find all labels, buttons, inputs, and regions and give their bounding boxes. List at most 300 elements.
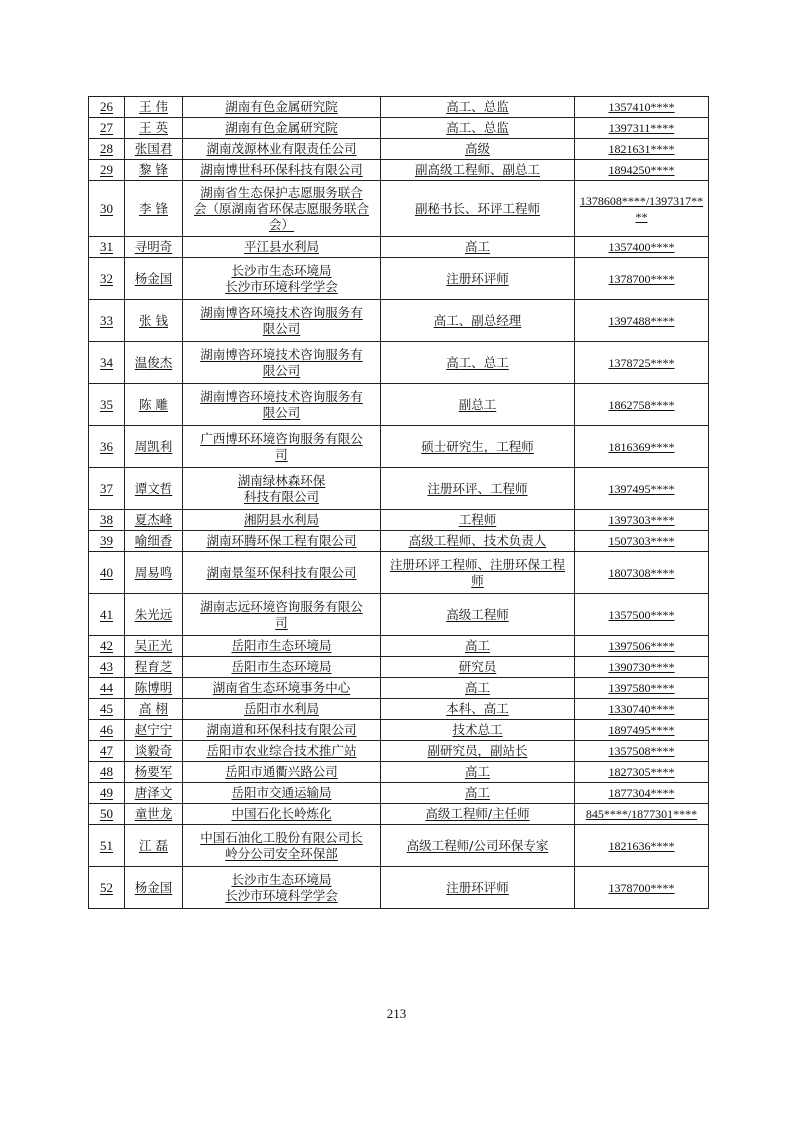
expert-title: 注册环评师: [446, 270, 509, 286]
row-number-cell: [89, 741, 125, 762]
expert-title-cell: [381, 342, 575, 384]
expert-organization-cell: [183, 531, 381, 552]
row-number: 44: [100, 680, 113, 695]
expert-name-cell: [125, 867, 183, 909]
row-number-cell: [89, 783, 125, 804]
table-row: [89, 552, 709, 594]
expert-name: 程育芝: [134, 659, 173, 674]
expert-organization-cell: [183, 552, 381, 594]
row-number-cell: [89, 825, 125, 867]
expert-organization-cell: [183, 741, 381, 762]
row-number: 46: [100, 722, 113, 737]
expert-phone: 1397506****: [608, 639, 675, 653]
expert-organization: 湘阴县水利局: [243, 512, 319, 527]
expert-phone-cell: [575, 384, 709, 426]
expert-phone-cell: [575, 160, 709, 181]
expert-name: 唐泽文: [134, 785, 173, 800]
expert-phone-cell: [575, 118, 709, 139]
expert-organization: 长沙市生态环境局 长沙市环境科学学会: [225, 262, 338, 294]
expert-title: 高级工程师/公司环保专家: [406, 837, 549, 853]
table-row: [89, 657, 709, 678]
expert-title: 高级工程师/主任师: [425, 806, 530, 821]
expert-name: 寻明奇: [134, 239, 173, 254]
expert-organization-cell: [183, 783, 381, 804]
expert-phone: 845****/1877301****: [585, 807, 698, 821]
expert-name: 陈 雕: [139, 396, 168, 412]
expert-title-cell: [381, 468, 575, 510]
expert-roster-table: [88, 96, 709, 909]
expert-title: 高级工程师、技术负责人: [408, 533, 547, 548]
expert-organization-cell: [183, 594, 381, 636]
table-row: [89, 384, 709, 426]
expert-organization-cell: [183, 825, 381, 867]
row-number-cell: [89, 804, 125, 825]
expert-title-cell: [381, 825, 575, 867]
expert-title: 副秘书长、环评工程师: [414, 200, 540, 216]
expert-name: 谭文哲: [134, 480, 173, 496]
expert-name-cell: [125, 342, 183, 384]
row-number-cell: [89, 657, 125, 678]
row-number-cell: [89, 237, 125, 258]
expert-name-cell: [125, 160, 183, 181]
row-number: 40: [100, 564, 113, 580]
row-number: 28: [100, 141, 113, 156]
expert-name-cell: [125, 741, 183, 762]
row-number: 42: [100, 638, 113, 653]
row-number-cell: [89, 636, 125, 657]
expert-title-cell: [381, 181, 575, 237]
expert-title-cell: [381, 384, 575, 426]
expert-title-cell: [381, 97, 575, 118]
expert-name: 周易鸣: [134, 564, 173, 580]
expert-title-cell: [381, 867, 575, 909]
expert-name: 高 栩: [139, 701, 168, 716]
row-number: 35: [100, 396, 113, 412]
expert-organization-cell: [183, 300, 381, 342]
expert-phone-cell: [575, 867, 709, 909]
table-row: [89, 181, 709, 237]
table-row: [89, 678, 709, 699]
expert-name-cell: [125, 594, 183, 636]
expert-phone-cell: [575, 804, 709, 825]
expert-organization-cell: [183, 426, 381, 468]
expert-organization: 中国石化长岭炼化: [231, 806, 332, 821]
table-row: [89, 118, 709, 139]
row-number-cell: [89, 531, 125, 552]
expert-title-cell: [381, 300, 575, 342]
expert-phone: 1397580****: [608, 681, 675, 695]
expert-title: 高工、副总经理: [433, 312, 522, 328]
expert-title-cell: [381, 118, 575, 139]
row-number: 39: [100, 533, 113, 548]
expert-organization: 岳阳市交通运输局: [231, 785, 332, 800]
expert-phone-cell: [575, 636, 709, 657]
roster-body: [89, 97, 709, 909]
row-number: 34: [100, 354, 113, 370]
row-number-cell: [89, 552, 125, 594]
expert-phone-cell: [575, 510, 709, 531]
row-number: 48: [100, 764, 113, 779]
expert-name: 陈博明: [134, 680, 173, 695]
row-number: 45: [100, 701, 113, 716]
table-row: [89, 300, 709, 342]
expert-title: 研究员: [458, 659, 497, 674]
expert-title: 高工: [464, 680, 490, 695]
table-row: [89, 699, 709, 720]
expert-phone: 1378700****: [608, 880, 675, 895]
row-number-cell: [89, 160, 125, 181]
expert-name: 喻细香: [134, 533, 173, 548]
expert-title: 高级: [464, 141, 490, 156]
expert-organization-cell: [183, 160, 381, 181]
expert-name: 赵宁宁: [134, 722, 173, 737]
expert-title-cell: [381, 552, 575, 594]
expert-name-cell: [125, 552, 183, 594]
expert-title-cell: [381, 720, 575, 741]
expert-name-cell: [125, 300, 183, 342]
expert-phone: 1390730****: [608, 660, 675, 674]
table-row: [89, 594, 709, 636]
expert-title: 高工、总监: [446, 120, 509, 135]
expert-organization: 湖南省生态环境事务中心: [212, 680, 351, 695]
expert-organization-cell: [183, 867, 381, 909]
expert-organization: 湖南环腾环保工程有限公司: [206, 533, 357, 548]
expert-title: 高工: [464, 764, 490, 779]
expert-organization: 湖南道和环保科技有限公司: [206, 722, 357, 737]
expert-organization: 湖南省生态保护志愿服务联合 会（原湖南省环保志愿服务联合 会）: [193, 184, 369, 232]
expert-organization-cell: [183, 181, 381, 237]
expert-phone-cell: [575, 300, 709, 342]
row-number-cell: [89, 139, 125, 160]
page-number: 213: [386, 1006, 407, 1021]
expert-phone: 1357400****: [608, 240, 675, 254]
expert-title: 副总工: [458, 396, 497, 412]
expert-title: 副高级工程师、副总工: [414, 162, 540, 177]
expert-organization-cell: [183, 699, 381, 720]
expert-name-cell: [125, 97, 183, 118]
expert-title-cell: [381, 804, 575, 825]
expert-phone: 1357508****: [608, 744, 675, 758]
expert-organization-cell: [183, 118, 381, 139]
expert-phone-cell: [575, 783, 709, 804]
expert-organization: 平江县水利局: [243, 239, 319, 254]
expert-name: 杨金国: [134, 270, 173, 286]
expert-title-cell: [381, 139, 575, 160]
table-row: [89, 342, 709, 384]
table-row: [89, 258, 709, 300]
expert-name-cell: [125, 139, 183, 160]
expert-name-cell: [125, 531, 183, 552]
expert-organization-cell: [183, 139, 381, 160]
expert-organization: 岳阳市通衢兴路公司: [225, 764, 338, 779]
expert-title: 注册环评师: [446, 879, 509, 895]
table-row: [89, 531, 709, 552]
expert-phone: 1357500****: [608, 607, 675, 622]
row-number: 27: [100, 120, 113, 135]
expert-organization: 岳阳市水利局: [243, 701, 319, 716]
expert-title: 技术总工: [452, 722, 503, 737]
row-number-cell: [89, 699, 125, 720]
expert-phone-cell: [575, 825, 709, 867]
expert-organization: 长沙市生态环境局 长沙市环境科学学会: [225, 871, 338, 903]
expert-name: 张国君: [134, 141, 173, 156]
table-row: [89, 867, 709, 909]
expert-name-cell: [125, 804, 183, 825]
table-row: [89, 636, 709, 657]
expert-title: 本科、高工: [446, 701, 509, 716]
expert-phone: 1877304****: [608, 786, 675, 800]
table-row: [89, 804, 709, 825]
expert-organization-cell: [183, 342, 381, 384]
expert-phone-cell: [575, 531, 709, 552]
row-number-cell: [89, 258, 125, 300]
expert-organization: 湖南博咨环境技术咨询服务有 限公司: [200, 346, 363, 378]
expert-name-cell: [125, 181, 183, 237]
expert-organization: 岳阳市生态环境局: [231, 638, 332, 653]
expert-organization-cell: [183, 384, 381, 426]
expert-phone: 1862758****: [608, 397, 675, 412]
expert-title: 注册环评工程师、注册环保工程 师: [389, 556, 565, 588]
row-number: 51: [100, 837, 113, 853]
expert-phone: 1816369****: [608, 439, 675, 454]
expert-phone: 1397311****: [608, 121, 675, 135]
table-row: [89, 160, 709, 181]
expert-phone-cell: [575, 468, 709, 510]
expert-title: 注册环评、工程师: [427, 480, 528, 496]
expert-name: 温俊杰: [134, 354, 173, 370]
expert-name: 朱光远: [134, 606, 173, 622]
row-number-cell: [89, 118, 125, 139]
row-number: 43: [100, 659, 113, 674]
expert-name: 王 英: [139, 120, 168, 135]
expert-title-cell: [381, 636, 575, 657]
expert-name: 吴正光: [134, 638, 173, 653]
expert-name-cell: [125, 678, 183, 699]
expert-phone: 1378700****: [608, 271, 675, 286]
row-number-cell: [89, 181, 125, 237]
expert-title-cell: [381, 258, 575, 300]
expert-title: 高工: [464, 638, 490, 653]
row-number-cell: [89, 510, 125, 531]
expert-name-cell: [125, 118, 183, 139]
expert-title: 高工: [464, 785, 490, 800]
expert-title-cell: [381, 762, 575, 783]
expert-name-cell: [125, 657, 183, 678]
expert-organization-cell: [183, 636, 381, 657]
expert-title-cell: [381, 426, 575, 468]
expert-phone-cell: [575, 762, 709, 783]
expert-organization: 岳阳市生态环境局: [231, 659, 332, 674]
expert-phone: 1330740****: [608, 702, 675, 716]
expert-phone: 1357410****: [608, 100, 675, 114]
row-number-cell: [89, 342, 125, 384]
row-number-cell: [89, 426, 125, 468]
expert-name-cell: [125, 636, 183, 657]
table-row: [89, 139, 709, 160]
expert-name-cell: [125, 426, 183, 468]
expert-phone-cell: [575, 552, 709, 594]
row-number-cell: [89, 97, 125, 118]
table-row: [89, 741, 709, 762]
expert-organization: 广西博环环境咨询服务有限公 司: [200, 430, 363, 462]
expert-phone-cell: [575, 139, 709, 160]
expert-phone: 1894250****: [608, 163, 675, 177]
expert-phone-cell: [575, 741, 709, 762]
expert-organization-cell: [183, 657, 381, 678]
expert-title: 副研究员，副站长: [427, 743, 528, 758]
expert-title-cell: [381, 160, 575, 181]
table-row: [89, 97, 709, 118]
expert-title: 高级工程师: [446, 606, 509, 622]
expert-organization-cell: [183, 678, 381, 699]
expert-organization: 湖南博世科环保科技有限公司: [200, 162, 363, 177]
row-number: 38: [100, 512, 113, 527]
expert-organization-cell: [183, 237, 381, 258]
expert-organization-cell: [183, 258, 381, 300]
table-row: [89, 426, 709, 468]
expert-phone: 1378725****: [608, 355, 675, 370]
table-row: [89, 783, 709, 804]
expert-name: 江 磊: [139, 837, 168, 853]
expert-phone: 1827305****: [608, 765, 675, 779]
expert-name: 李 锋: [139, 200, 168, 216]
expert-name-cell: [125, 384, 183, 426]
expert-phone: 1397495****: [608, 481, 675, 496]
expert-title-cell: [381, 510, 575, 531]
expert-title-cell: [381, 783, 575, 804]
expert-phone: 1507303****: [608, 534, 675, 548]
expert-organization-cell: [183, 97, 381, 118]
row-number-cell: [89, 384, 125, 426]
row-number: 37: [100, 480, 113, 496]
expert-title: 高工、总工: [446, 354, 509, 370]
row-number: 49: [100, 785, 113, 800]
expert-phone-cell: [575, 699, 709, 720]
table-row: [89, 468, 709, 510]
row-number-cell: [89, 594, 125, 636]
expert-name-cell: [125, 762, 183, 783]
expert-phone-cell: [575, 237, 709, 258]
expert-title-cell: [381, 531, 575, 552]
expert-organization-cell: [183, 720, 381, 741]
row-number: 26: [100, 99, 113, 114]
row-number: 41: [100, 606, 113, 622]
expert-title-cell: [381, 237, 575, 258]
expert-phone-cell: [575, 720, 709, 741]
row-number-cell: [89, 678, 125, 699]
row-number: 31: [100, 239, 113, 254]
expert-organization: 湖南有色金属研究院: [225, 99, 338, 114]
expert-phone: 1821636****: [608, 838, 675, 853]
expert-phone-cell: [575, 426, 709, 468]
expert-organization-cell: [183, 762, 381, 783]
expert-name-cell: [125, 699, 183, 720]
expert-name-cell: [125, 468, 183, 510]
expert-title-cell: [381, 594, 575, 636]
expert-title: 高工、总监: [446, 99, 509, 114]
row-number: 52: [100, 879, 113, 895]
expert-phone-cell: [575, 181, 709, 237]
expert-title: 高工: [464, 239, 490, 254]
row-number: 29: [100, 162, 113, 177]
expert-phone-cell: [575, 97, 709, 118]
row-number-cell: [89, 468, 125, 510]
expert-name: 杨要军: [134, 764, 173, 779]
expert-organization: 湖南有色金属研究院: [225, 120, 338, 135]
expert-phone: 1378608****/1397317****: [579, 193, 704, 224]
row-number: 30: [100, 200, 113, 216]
row-number-cell: [89, 720, 125, 741]
expert-name: 张 钱: [139, 312, 168, 328]
expert-title-cell: [381, 699, 575, 720]
row-number: 36: [100, 438, 113, 454]
table-row: [89, 762, 709, 783]
expert-name: 杨金国: [134, 879, 173, 895]
expert-name-cell: [125, 783, 183, 804]
expert-name: 王 伟: [139, 99, 168, 114]
expert-phone-cell: [575, 678, 709, 699]
expert-organization: 湖南茂源林业有限责任公司: [206, 141, 357, 156]
table-row: [89, 720, 709, 741]
expert-organization: 湖南志远环境咨询服务有限公 司: [200, 598, 363, 630]
expert-title: 硕士研究生，工程师: [421, 438, 534, 454]
expert-name: 童世龙: [134, 806, 173, 821]
expert-phone: 1807308****: [608, 565, 675, 580]
expert-title-cell: [381, 678, 575, 699]
row-number: 33: [100, 312, 113, 328]
expert-phone-cell: [575, 657, 709, 678]
expert-organization-cell: [183, 510, 381, 531]
expert-phone-cell: [575, 342, 709, 384]
expert-organization: 湖南绿林森环保 科技有限公司: [237, 472, 326, 504]
expert-name: 黎 锋: [139, 162, 168, 177]
row-number: 32: [100, 270, 113, 286]
expert-phone: 1897495****: [608, 723, 675, 737]
expert-phone-cell: [575, 594, 709, 636]
row-number-cell: [89, 867, 125, 909]
expert-name-cell: [125, 237, 183, 258]
row-number: 50: [100, 806, 113, 821]
expert-organization: 湖南博咨环境技术咨询服务有 限公司: [200, 304, 363, 336]
expert-name: 夏杰峰: [134, 512, 173, 527]
expert-organization: 湖南博咨环境技术咨询服务有 限公司: [200, 388, 363, 420]
table-row: [89, 237, 709, 258]
expert-organization-cell: [183, 804, 381, 825]
expert-title: 工程师: [458, 512, 497, 527]
table-row: [89, 825, 709, 867]
expert-organization: 湖南景玺环保科技有限公司: [206, 564, 357, 580]
expert-organization: 岳阳市农业综合技术推广站: [206, 743, 357, 758]
expert-name-cell: [125, 720, 183, 741]
expert-name-cell: [125, 258, 183, 300]
row-number-cell: [89, 300, 125, 342]
expert-organization-cell: [183, 468, 381, 510]
table-row: [89, 510, 709, 531]
expert-title-cell: [381, 657, 575, 678]
expert-phone: 1821631****: [608, 142, 675, 156]
expert-name: 谈毅奇: [134, 743, 173, 758]
expert-phone: 1397488****: [608, 313, 675, 328]
expert-phone-cell: [575, 258, 709, 300]
expert-title-cell: [381, 741, 575, 762]
expert-name-cell: [125, 825, 183, 867]
expert-name: 周凯利: [134, 438, 173, 454]
row-number: 47: [100, 743, 113, 758]
expert-organization: 中国石油化工股份有限公司长 岭分公司安全环保部: [200, 829, 363, 861]
expert-phone: 1397303****: [608, 513, 675, 527]
row-number-cell: [89, 762, 125, 783]
expert-name-cell: [125, 510, 183, 531]
